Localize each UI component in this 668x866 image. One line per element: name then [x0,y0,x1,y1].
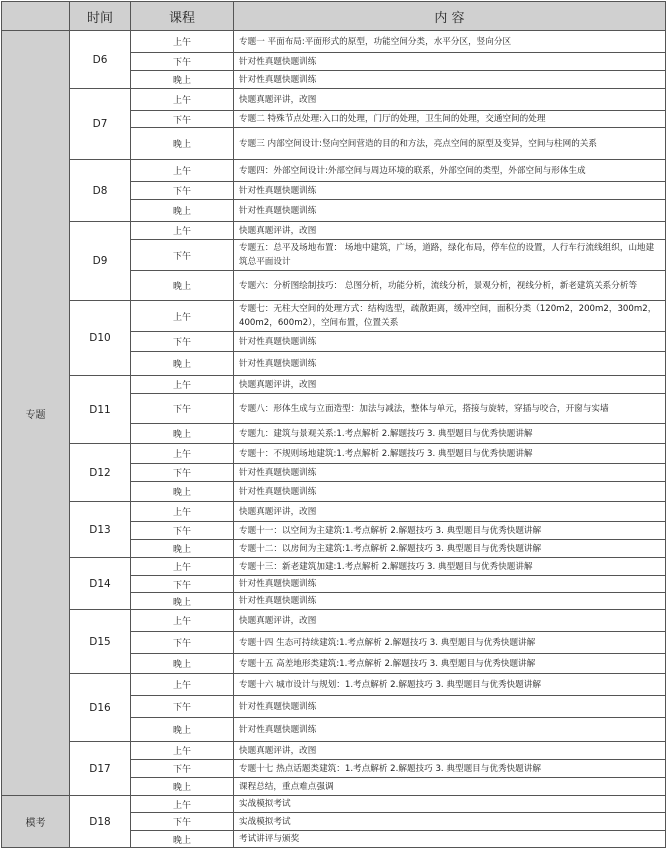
table-row [2,558,666,576]
session-cell: 上午 [131,89,234,111]
day-cell: D10 [70,301,131,376]
table-row [2,674,666,696]
table-row [2,160,666,182]
session-cell: 上午 [131,31,234,53]
table-row [2,31,666,53]
session-cell: 上午 [131,502,234,522]
session-cell: 下午 [131,53,234,71]
content-cell: 针对性真题快题训练 [234,482,666,502]
session-cell: 晚上 [131,482,234,502]
content-cell: 专题十：不规则场地建筑:1.考点解析 2.解题技巧 3. 典型题目与优秀快题讲解 [234,444,666,464]
session-cell: 上午 [131,742,234,760]
session-cell: 下午 [131,182,234,200]
content-cell: 专题十七 热点话题类建筑：1.考点解析 2.解题技巧 3. 典型题目与优秀快题讲解 [234,760,666,778]
session-cell: 晚上 [131,540,234,558]
content-cell: 针对性真题快题训练 [234,71,666,89]
content-cell: 专题十六 城市设计与规划：1.考点解析 2.解题技巧 3. 典型题目与优秀快题讲解 [234,674,666,696]
header-content: 内 容 [234,2,666,31]
schedule-table [1,1,666,848]
content-cell: 针对性真题快题训练 [234,593,666,610]
header-course: 课程 [131,2,234,31]
content-cell: 专题二 特殊节点处理:入口的处理，门厅的处理，卫生间的处理，交通空间的处理 [234,111,666,128]
session-cell: 上午 [131,444,234,464]
content-cell: 专题十三：新老建筑加建:1.考点解析 2.解题技巧 3. 典型题目与优秀快题讲解 [234,558,666,576]
category-cell: 模考 [2,796,70,848]
content-cell: 专题九：建筑与景观关系:1.考点解析 2.解题技巧 3. 典型题目与优秀快题讲解 [234,424,666,444]
table-row [2,301,666,332]
table-row [2,742,666,760]
session-cell: 下午 [131,522,234,540]
table-row [2,89,666,111]
session-cell: 晚上 [131,424,234,444]
session-cell: 上午 [131,610,234,632]
content-cell: 针对性真题快题训练 [234,352,666,376]
header-category [2,2,70,31]
header-time: 时间 [70,2,131,31]
session-cell: 下午 [131,111,234,128]
content-cell: 专题十一：以空间为主建筑:1.考点解析 2.解题技巧 3. 典型题目与优秀快题讲解 [234,522,666,540]
table-row [2,444,666,464]
table-row [2,796,666,813]
session-cell: 晚上 [131,831,234,848]
session-cell: 上午 [131,222,234,240]
content-cell: 快题真题评讲，改图 [234,742,666,760]
content-cell: 针对性真题快题训练 [234,576,666,593]
content-cell: 快题真题评讲，改图 [234,222,666,240]
content-cell: 快题真题评讲，改图 [234,610,666,632]
content-cell: 专题四：外部空间设计:外部空间与周边环境的联系，外部空间的类型，外部空间与形体生成 [234,160,666,182]
session-cell: 上午 [131,160,234,182]
content-cell: 专题三 内部空间设计:竖向空间营造的目的和方法，亮点空间的原型及变异，空间与柱网的关系 [234,128,666,160]
content-cell: 针对性真题快题训练 [234,718,666,742]
session-cell: 晚上 [131,654,234,674]
day-cell: D13 [70,502,131,558]
content-cell: 专题一 平面布局:平面形式的原型，功能空间分类，水平分区，竖向分区 [234,31,666,53]
day-cell: D11 [70,376,131,444]
content-cell: 专题七：无柱大空间的处理方式：结构选型，疏散距离，缓冲空间，面积分类（120m2，200m2，300m2，400m2，600m2），空间布置，位置关系 [234,301,666,332]
day-cell: D16 [70,674,131,742]
content-cell: 专题十四 生态可持续建筑:1.考点解析 2.解题技巧 3. 典型题目与优秀快题讲解 [234,632,666,654]
content-cell: 针对性真题快题训练 [234,332,666,352]
content-cell: 专题五：总平及场地布置： 场地中建筑，广场，道路，绿化布局，停车位的设置，人行车行流线组织，山地建筑总平面设计 [234,240,666,271]
content-cell: 快题真题评讲，改图 [234,502,666,522]
category-cell: 专题 [2,31,70,796]
day-cell: D7 [70,89,131,160]
content-cell: 专题八：形体生成与立面造型：加法与减法，整体与单元，搭接与旋转，穿插与咬合，开窗与实墙 [234,394,666,424]
content-cell: 针对性真题快题训练 [234,182,666,200]
session-cell: 下午 [131,632,234,654]
day-cell: D15 [70,610,131,674]
content-cell: 考试讲评与颁奖 [234,831,666,848]
content-cell: 课程总结，重点难点强调 [234,778,666,796]
session-cell: 下午 [131,813,234,831]
session-cell: 上午 [131,558,234,576]
session-cell: 下午 [131,240,234,271]
content-cell: 针对性真题快题训练 [234,200,666,222]
session-cell: 上午 [131,376,234,394]
content-cell: 实战模拟考试 [234,813,666,831]
session-cell: 晚上 [131,593,234,610]
session-cell: 下午 [131,464,234,482]
schedule-body [2,31,666,848]
session-cell: 晚上 [131,718,234,742]
session-cell: 上午 [131,301,234,332]
session-cell: 下午 [131,696,234,718]
content-cell: 针对性真题快题训练 [234,696,666,718]
session-cell: 上午 [131,674,234,696]
content-cell: 针对性真题快题训练 [234,53,666,71]
day-cell: D9 [70,222,131,301]
content-cell: 实战模拟考试 [234,796,666,813]
table-row [2,222,666,240]
day-cell: D12 [70,444,131,502]
content-cell: 针对性真题快题训练 [234,464,666,482]
day-cell: D14 [70,558,131,610]
session-cell: 下午 [131,394,234,424]
session-cell: 上午 [131,796,234,813]
session-cell: 晚上 [131,200,234,222]
table-row [2,610,666,632]
session-cell: 下午 [131,760,234,778]
content-cell: 专题六：分析图绘制技巧： 总图分析，功能分析，流线分析，景观分析，视线分析，新老建筑关系分析等 [234,271,666,301]
session-cell: 晚上 [131,271,234,301]
session-cell: 下午 [131,332,234,352]
day-cell: D18 [70,796,131,848]
day-cell: D6 [70,31,131,89]
session-cell: 晚上 [131,778,234,796]
session-cell: 晚上 [131,128,234,160]
content-cell: 专题十二：以房间为主建筑:1.考点解析 2.解题技巧 3. 典型题目与优秀快题讲解 [234,540,666,558]
day-cell: D17 [70,742,131,796]
session-cell: 晚上 [131,352,234,376]
table-row [2,376,666,394]
header-row [2,2,666,31]
session-cell: 晚上 [131,71,234,89]
content-cell: 快题真题评讲，改图 [234,376,666,394]
content-cell: 专题十五 高差地形类建筑:1.考点解析 2.解题技巧 3. 典型题目与优秀快题讲解 [234,654,666,674]
content-cell: 快题真题评讲，改图 [234,89,666,111]
day-cell: D8 [70,160,131,222]
table-row [2,502,666,522]
session-cell: 下午 [131,576,234,593]
